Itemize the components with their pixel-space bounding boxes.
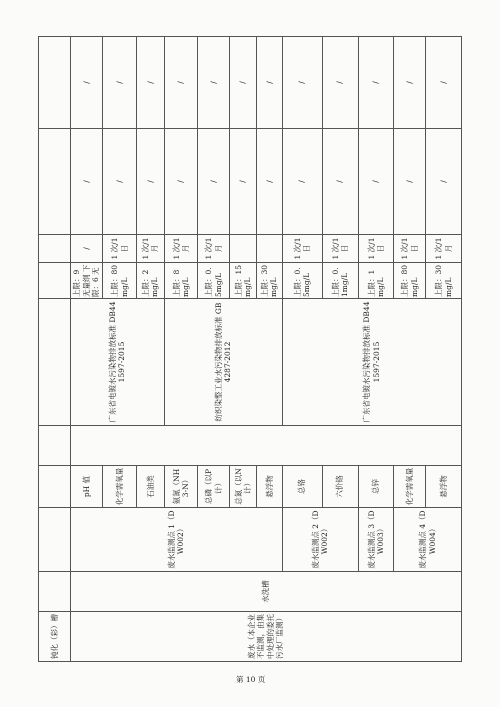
rotated-table-frame — [38, 37, 462, 662]
cell-frequency: 1 次/1 日 — [358, 235, 394, 263]
cell-slash: / — [229, 37, 256, 129]
cell-slash: / — [322, 37, 358, 129]
cell-slash: / — [137, 129, 164, 235]
cell-limit: 上限：0.5mg/L — [198, 263, 230, 299]
cell-slash: / — [426, 37, 462, 129]
cell-pollutant: 总铬 — [282, 466, 322, 508]
cell-slash: / — [70, 129, 103, 235]
cell-slash: / — [426, 129, 462, 235]
cell-slash: / — [394, 129, 426, 235]
cell-slash: / — [137, 37, 164, 129]
cell-slash: / — [70, 235, 103, 263]
cell-slash: / — [103, 37, 137, 129]
cell-frequency: 1 次/1 月 — [198, 235, 230, 263]
cell-slash: / — [282, 129, 322, 235]
cell-limit: 上限：0.5mg/L — [282, 263, 322, 299]
cell-slash: / — [358, 129, 394, 235]
cell-slash: / — [257, 129, 282, 235]
cell-slash: / — [70, 37, 103, 129]
cell-limit: 上限：80mg/L — [394, 263, 426, 299]
cell-slash: / — [282, 37, 322, 129]
cell-slash: / — [322, 129, 358, 235]
cell-slash: / — [358, 37, 394, 129]
cell-wastewater-type: 废水（本企业不监测，由集中处理的委托污水厂监测） — [70, 612, 461, 662]
cell-slash: / — [198, 129, 230, 235]
cell-slash: / — [164, 37, 198, 129]
cell-slash: / — [229, 129, 256, 235]
cell-pollutant: 悬浮物 — [257, 466, 282, 508]
cell-pollutant: 悬浮物 — [426, 466, 462, 508]
cell-slash: / — [257, 37, 282, 129]
monitoring-table — [38, 36, 462, 662]
cell-pollutant: 氨氮（NH3-N） — [164, 466, 198, 508]
cell-slash: / — [103, 129, 137, 235]
cell-continued-category: 钝化（彩）槽 — [39, 612, 71, 662]
cell-limit: 上限：9 无量纲 下限：6 无 — [70, 263, 103, 299]
cell-pollutant: 总磷（以P 计） — [198, 466, 230, 508]
cell-pollutant: 总锌 — [358, 466, 394, 508]
cell-point-3: 废水监测点 3（DW003） — [358, 508, 394, 572]
cell-frequency: 1 次/1 日 — [282, 235, 322, 263]
cell-frequency: 1 次/1 日 — [394, 235, 426, 263]
cell-pollutant: 石油类 — [137, 466, 164, 508]
cell-limit: 上限：80mg/L — [103, 263, 137, 299]
cell-point-4: 废水监测点 4（DW004） — [394, 508, 462, 572]
page-number: 第 10 页 — [236, 675, 266, 684]
cell-point-2: 废水监测点 2（DW002） — [282, 508, 358, 572]
cell-pollutant: pH 值 — [70, 466, 103, 508]
cell-standard-1: 广东省电镀水污染物排放标准 DB441597-2015 — [70, 299, 164, 426]
cell-frequency: 1 次/1 日 — [103, 235, 137, 263]
cell-slash: / — [394, 37, 426, 129]
cell-source: 水洗槽 — [70, 572, 461, 612]
cell-frequency: 1 次/1 月 — [137, 235, 164, 263]
cell-limit: 上限：8mg/L — [164, 263, 198, 299]
cell-slash: / — [198, 37, 230, 129]
cell-pollutant: 化学需氧量 — [394, 466, 426, 508]
cell-pollutant: 化学需氧量 — [103, 466, 137, 508]
cell-standard-2: 纺织染整工业水污染物排放标准 GB 4287-2012 — [164, 299, 282, 426]
cell-standard-1: 广东省电镀水污染物排放标准 DB441597-2015 — [282, 299, 461, 426]
cell-limit: 上限：30mg/L — [257, 263, 282, 299]
cell-limit: 上限：1mg/L — [358, 263, 394, 299]
cell-frequency: 1 次/1 日 — [322, 235, 358, 263]
cell-limit: 上限：30mg/L — [426, 263, 462, 299]
cell-frequency: 1 次/1 月 — [426, 235, 462, 263]
cell-slash: / — [164, 129, 198, 235]
cell-limit: 上限：2mg/L — [137, 263, 164, 299]
cell-limit: 上限：0.1mg/L — [322, 263, 358, 299]
cell-frequency: 1 次/1 月 — [164, 235, 198, 263]
cell-pollutant: 总氮（以N 计） — [229, 466, 256, 508]
cell-point-1: 废水监测点 1（DW002） — [70, 508, 282, 572]
cell-pollutant: 六价铬 — [322, 466, 358, 508]
cell-limit: 上限：15mg/L — [229, 263, 256, 299]
